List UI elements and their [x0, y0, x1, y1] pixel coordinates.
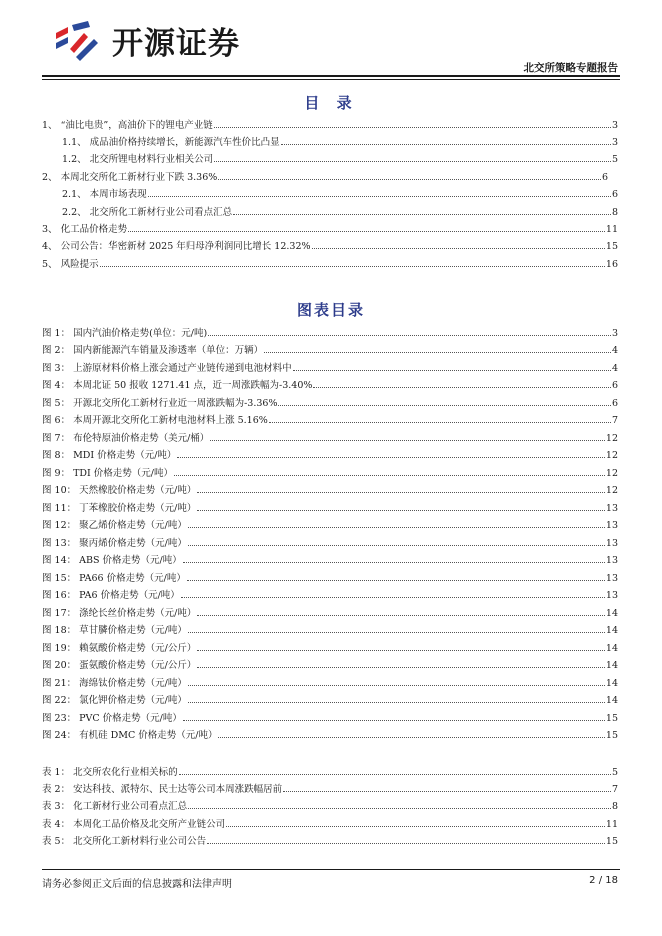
leader-dots: [281, 135, 611, 145]
figure-entry[interactable]: [42, 483, 618, 497]
toc-entry[interactable]: [62, 205, 618, 219]
toc-entry-label: 2、 本周北交所化工新材行业下跌 3.36%: [42, 172, 218, 183]
toc-entry-label: 2.1、 本周市场表现: [62, 189, 147, 200]
toc-entry-label: 1、 “油比电贵”，高油价下的锂电产业链: [42, 120, 213, 131]
figure-entry-page: 13: [605, 538, 618, 549]
leader-dots: [218, 170, 601, 180]
toc-entry[interactable]: [42, 239, 618, 253]
figure-entry-page: 14: [605, 625, 618, 636]
figure-entry[interactable]: [42, 623, 618, 637]
figure-entry-page: 15: [605, 713, 618, 724]
toc-entry-page: 11: [605, 224, 618, 235]
figure-entry[interactable]: [42, 658, 618, 672]
figure-entry-label: 图 14： ABS 价格走势（元/吨）: [42, 555, 182, 566]
figure-entry[interactable]: [42, 413, 618, 427]
leader-dots: [233, 205, 611, 215]
figure-entry[interactable]: [42, 676, 618, 690]
figure-entry-label: 图 5： 开源北交所化工新材行业近一周涨跌幅为-3.36%: [42, 398, 278, 409]
toc-entry-label: 5、 风险提示: [42, 259, 99, 270]
leader-dots: [208, 326, 611, 336]
figure-entry-page: 13: [605, 555, 618, 566]
figure-entry-page: 14: [605, 643, 618, 654]
figure-entry-page: 14: [605, 660, 618, 671]
toc-entry-page: 15: [605, 241, 618, 252]
figure-entry-page: 6: [611, 380, 618, 391]
toc-entry-label: 2.2、 北交所化工新材行业公司看点汇总: [62, 207, 233, 218]
figure-entry-page: 4: [611, 345, 618, 356]
figure-entry-page: 12: [605, 468, 618, 479]
leader-dots: [181, 588, 605, 598]
toc-entry-label: 1.1、 成品油价格持续增长，新能源汽车性价比凸显: [62, 137, 280, 148]
figure-entry-label: 图 7： 布伦特原油价格走势（美元/桶）: [42, 433, 210, 444]
toc-entry-label: 3、 化工品价格走势: [42, 224, 128, 235]
figure-entry-label: 图 13： 聚丙烯价格走势（元/吨）: [42, 538, 187, 549]
toc-entry[interactable]: [42, 257, 618, 271]
table-entry[interactable]: [42, 782, 618, 796]
leader-dots: [188, 676, 605, 686]
company-logo: [54, 18, 240, 63]
leader-dots: [197, 606, 605, 616]
leader-dots: [312, 239, 605, 249]
leader-dots: [313, 378, 611, 388]
figure-entry[interactable]: [42, 361, 618, 375]
table-entry[interactable]: [42, 765, 618, 779]
figure-entry-label: 图 1： 国内汽油价格走势(单位：元/吨): [42, 328, 208, 339]
figure-entry-label: 图 22： 氯化钾价格走势（元/吨）: [42, 695, 187, 706]
leader-dots: [179, 765, 611, 775]
figure-entry-page: 6: [611, 398, 618, 409]
table-entry-label: 表 1： 北交所农化行业相关标的: [42, 767, 178, 778]
figure-entry-page: 3: [611, 328, 618, 339]
figure-entry-label: 图 19： 赖氨酸价格走势（元/公斤）: [42, 643, 197, 654]
figure-entry[interactable]: [42, 728, 618, 742]
figure-entry-label: 图 16： PA6 价格走势（元/吨）: [42, 590, 180, 601]
report-type: 北交所策略专题报告: [523, 62, 618, 74]
toc-entry[interactable]: [42, 118, 618, 132]
toc-entry[interactable]: [62, 187, 618, 201]
figure-entry-page: 12: [605, 485, 618, 496]
toc-entry-label: 1.2、 北交所锂电材料行业相关公司: [62, 154, 214, 165]
figure-entry[interactable]: [42, 343, 618, 357]
header-rule: [42, 75, 620, 77]
logo-text: 开源证券: [112, 26, 240, 62]
footer-rule: [42, 869, 620, 870]
figure-entry-page: 13: [605, 573, 618, 584]
figure-entry-label: 图 15： PA66 价格走势（元/吨）: [42, 573, 186, 584]
leader-dots: [128, 222, 605, 232]
leader-dots: [174, 466, 605, 476]
leader-dots: [278, 396, 610, 406]
leader-dots: [187, 571, 605, 581]
figure-entry[interactable]: [42, 466, 618, 480]
figure-entry[interactable]: [42, 571, 618, 585]
toc-entry[interactable]: [62, 135, 618, 149]
leader-dots: [207, 834, 605, 844]
figure-entry-page: 14: [605, 678, 618, 689]
leader-dots: [197, 483, 605, 493]
toc-entry-page: 5: [611, 154, 618, 165]
leader-dots: [197, 658, 605, 668]
figure-entry-label: 图 17： 涤纶长丝价格走势（元/吨）: [42, 608, 197, 619]
table-entry-label: 表 5： 北交所化工新材料行业公司公告: [42, 836, 207, 847]
figure-entry[interactable]: [42, 693, 618, 707]
table-entry-page: 15: [605, 836, 618, 847]
leader-dots: [188, 693, 605, 703]
toc-entry-page: 3: [611, 137, 618, 148]
figure-entry[interactable]: [42, 536, 618, 550]
figure-entry[interactable]: [42, 378, 618, 392]
leader-dots: [188, 536, 605, 546]
figure-entry-label: 图 23： PVC 价格走势（元/吨）: [42, 713, 182, 724]
figure-entry-label: 图 21： 海绵钛价格走势（元/吨）: [42, 678, 187, 689]
figure-entry[interactable]: [42, 518, 618, 532]
figure-entry-label: 图 10： 天然橡胶价格走势（元/吨）: [42, 485, 197, 496]
figure-entry[interactable]: [42, 448, 618, 462]
table-entry-label: 表 2： 安达科技、派特尔、民士达等公司本周涨跌幅居前: [42, 784, 283, 795]
toc-entry-page: 3: [611, 120, 618, 131]
leader-dots: [264, 343, 611, 353]
figure-entry-label: 图 12： 聚乙烯价格走势（元/吨）: [42, 520, 187, 531]
toc-entry[interactable]: [42, 170, 608, 184]
toc-entry[interactable]: [42, 222, 618, 236]
figure-entry-page: 7: [611, 415, 618, 426]
leader-dots: [177, 448, 605, 458]
toc-entry-page: 8: [611, 207, 618, 218]
leader-dots: [226, 817, 605, 827]
leader-dots: [210, 431, 605, 441]
table-entry-page: 8: [611, 801, 618, 812]
figure-entry-label: 图 2： 国内新能源汽车销量及渗透率（单位：万辆）: [42, 345, 264, 356]
figure-entry-label: 图 11： 丁苯橡胶价格走势（元/吨）: [42, 503, 197, 514]
figure-entry-label: 图 20： 蛋氨酸价格走势（元/公斤）: [42, 660, 197, 671]
leader-dots: [183, 553, 605, 563]
figure-entry[interactable]: [42, 553, 618, 567]
logo-mark-icon: [54, 19, 106, 63]
leader-dots: [214, 152, 611, 162]
figure-entry[interactable]: [42, 606, 618, 620]
leader-dots: [188, 799, 611, 809]
figure-entry-page: 13: [605, 520, 618, 531]
figure-entry-label: 图 24： 有机硅 DMC 价格走势（元/吨）: [42, 730, 218, 741]
table-entry[interactable]: [42, 799, 618, 813]
table-entry-label: 表 3： 化工新材行业公司看点汇总: [42, 801, 188, 812]
figure-entry-page: 13: [605, 503, 618, 514]
figure-entry-page: 12: [605, 450, 618, 461]
figure-entry-page: 15: [605, 730, 618, 741]
page-number: 2 / 18: [589, 875, 618, 886]
figure-entry-label: 图 18： 草甘膦价格走势（元/吨）: [42, 625, 187, 636]
figure-entry-page: 14: [605, 695, 618, 706]
toc-entry-page: 16: [605, 259, 618, 270]
table-entry-label: 表 4： 本周化工品价格及北交所产业链公司: [42, 819, 226, 830]
leader-dots: [183, 711, 605, 721]
toc-entry-label: 4、 公司公告：华密新材 2025 年归母净利润同比增长 12.32%: [42, 241, 311, 252]
figure-entry-page: 12: [605, 433, 618, 444]
figure-entry-label: 图 8： MDI 价格走势（元/吨）: [42, 450, 177, 461]
figure-entry-page: 14: [605, 608, 618, 619]
header-rule-thin: [42, 79, 620, 80]
leader-dots: [293, 361, 611, 371]
figures-title: 图表目录: [296, 301, 365, 319]
leader-dots: [197, 641, 605, 651]
leader-dots: [269, 413, 611, 423]
table-entry[interactable]: [42, 834, 618, 848]
toc-entry-page: 6: [611, 189, 618, 200]
figure-entry[interactable]: [42, 501, 618, 515]
leader-dots: [214, 118, 611, 128]
figure-entry[interactable]: [42, 641, 618, 655]
figure-entry[interactable]: [42, 396, 618, 410]
figure-entry-label: 图 4： 本周北证 50 报收 1271.41 点，近一周涨跌幅为-3.40%: [42, 380, 313, 391]
toc-entry-page: 6: [601, 172, 608, 183]
footer-disclaimer: 请务必参阅正文后面的信息披露和法律声明: [42, 879, 232, 890]
table-entry-page: 5: [611, 767, 618, 778]
leader-dots: [188, 623, 605, 633]
figure-entry[interactable]: [42, 326, 618, 340]
figure-entry[interactable]: [42, 711, 618, 725]
figure-entry-label: 图 6： 本周开源北交所化工新材电池材料上涨 5.16%: [42, 415, 268, 426]
figure-entry[interactable]: [42, 431, 618, 445]
leader-dots: [197, 501, 605, 511]
leader-dots: [148, 187, 611, 197]
table-entry-page: 11: [605, 819, 618, 830]
figure-entry-page: 13: [605, 590, 618, 601]
leader-dots: [218, 728, 604, 738]
leader-dots: [100, 257, 605, 267]
figure-entry[interactable]: [42, 588, 618, 602]
toc-entry[interactable]: [62, 152, 618, 166]
table-entry-page: 7: [611, 784, 618, 795]
figure-entry-label: 图 9： TDI 价格走势（元/吨）: [42, 468, 174, 479]
leader-dots: [283, 782, 611, 792]
table-entry[interactable]: [42, 817, 618, 831]
leader-dots: [188, 518, 605, 528]
toc-title: 目 录: [304, 94, 358, 112]
figure-entry-label: 图 3： 上游原材料价格上涨会通过产业链传递到电池材料中: [42, 363, 292, 374]
figure-entry-page: 4: [611, 363, 618, 374]
